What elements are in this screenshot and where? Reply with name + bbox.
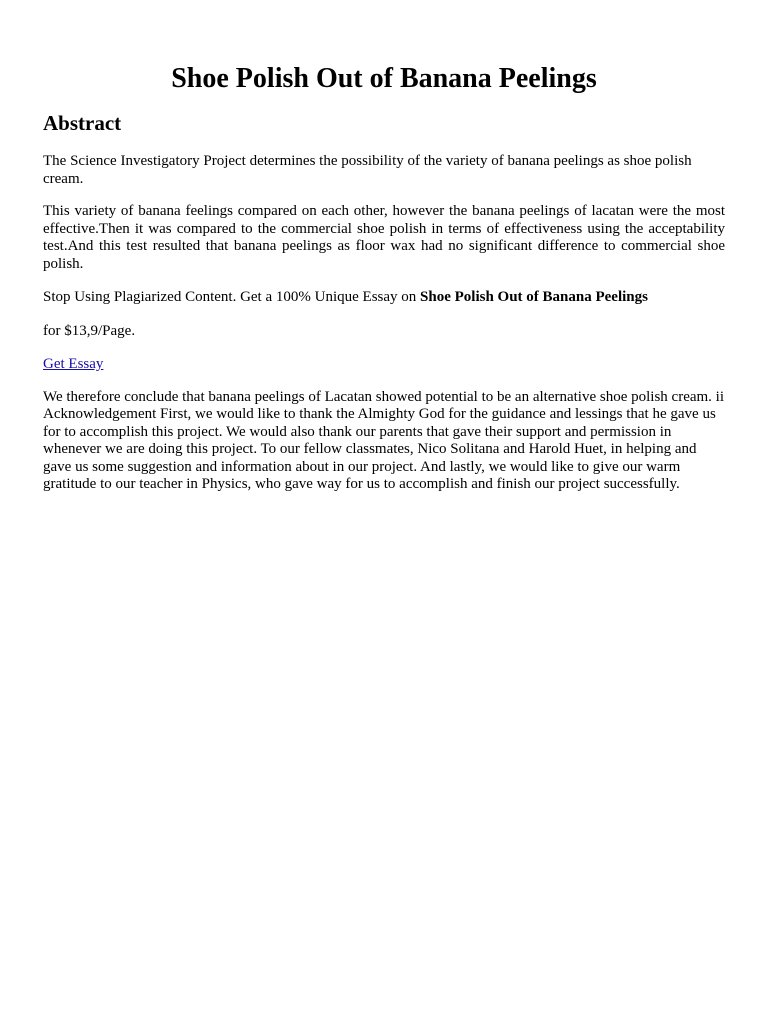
promo-essay-title: Shoe Polish Out of Banana Peelings <box>420 289 648 305</box>
abstract-paragraph-1: The Science Investigatory Project determines the possibility of the variety of banana peelings as shoe polish cream. <box>43 153 692 187</box>
abstract-heading: Abstract <box>43 111 122 135</box>
promo-prefix: Stop Using Plagiarized Content. Get a 100% Unique Essay on <box>43 289 421 305</box>
abstract-paragraph-2: This variety of banana feelings compared on each other, however the banana peelings of lacatan were the most effective.Then it was compared to the commercial shoe polish in terms of effectiveness using the acceptability test.And this test resulted that banana peelings as floor wax had no significant difference to commercial shoe polish. <box>43 203 725 272</box>
promo-text <box>43 289 725 307</box>
get-essay-row <box>43 356 725 374</box>
get-essay-link[interactable]: Get Essay <box>43 356 104 372</box>
document-title: Shoe Polish Out of Banana Peelings <box>171 63 597 94</box>
conclusion-paragraph: We therefore conclude that banana peelings of Lacatan showed potential to be an alternative shoe polish cream. ii Acknowledgement First, we would like to thank the Almighty God for the guidance and lessings that he gave us for to accomplish this project. We would also thank our parents that gave their support and permission in whenever we are doing this project. To our fellow classmates, Nico Solitana and Harold Huet, in helping and gave us some suggestion and information about in our project. And lastly, we would like to give our warm gratitude to our teacher in Physics, who gave way for us to accomplish and finish our project successfully. <box>43 388 725 492</box>
price-text: for $13,9/Page. <box>43 322 136 339</box>
document-page <box>43 0 725 494</box>
